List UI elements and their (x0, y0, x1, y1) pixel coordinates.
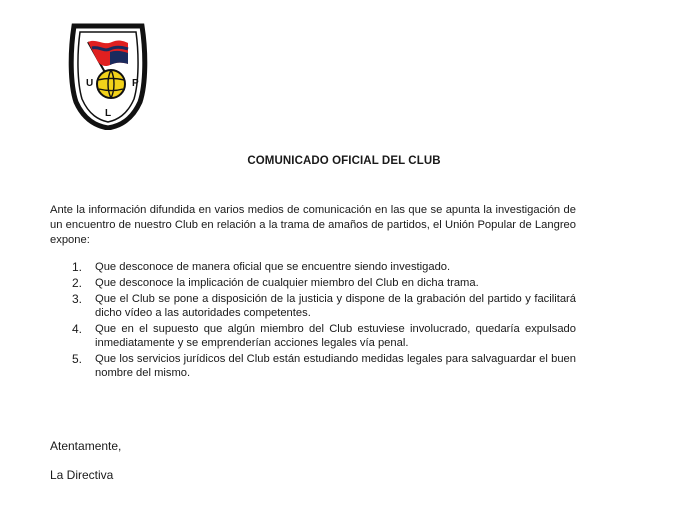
list-item-number: 5. (72, 352, 83, 366)
statement-list (50, 260, 576, 382)
signature-text: La Directiva (50, 468, 114, 482)
logo-letter-l: L (105, 108, 112, 119)
list-item-number: 2. (72, 276, 83, 290)
list-item-number: 1. (72, 260, 83, 274)
list-item-text: Que desconoce la implicación de cualquier miembro del Club en dicha trama. (95, 277, 479, 289)
list-item-number: 3. (72, 292, 83, 306)
club-crest-logo (66, 22, 150, 130)
intro-paragraph: Ante la información difundida en varios medios de comunicación en las que se apunta la investigación de un encuentro de nuestro Club en relación a la trama de amaños de partidos, el Unión Popular de Langreo expone: (50, 204, 576, 247)
list-item-text: Que los servicios jurídicos del Club están estudiando medidas legales para salvaguardar el buen nombre del mismo. (95, 353, 576, 379)
list-item-text: Que el Club se pone a disposición de la justicia y dispone de la grabación del partido y facilitará dicho vídeo a las autoridades competentes. (95, 293, 576, 319)
list-item-text: Que en el supuesto que algún miembro del Club estuviese involucrado, quedaría expulsado inmediatamente y se emprenderían acciones legales vía penal. (95, 323, 576, 349)
list-item (50, 276, 576, 290)
list-item (50, 292, 576, 320)
logo-letter-p: P (132, 78, 139, 89)
list-item (50, 352, 576, 380)
list-item (50, 322, 576, 350)
crest-icon (66, 22, 150, 130)
document-title: COMUNICADO OFICIAL DEL CLUB (247, 155, 441, 167)
list-item (50, 260, 576, 274)
logo-letter-u: U (86, 78, 94, 89)
closing-text: Atentamente, (50, 439, 122, 453)
list-item-number: 4. (72, 322, 83, 336)
list-item-text: Que desconoce de manera oficial que se encuentre siendo investigado. (95, 261, 451, 273)
